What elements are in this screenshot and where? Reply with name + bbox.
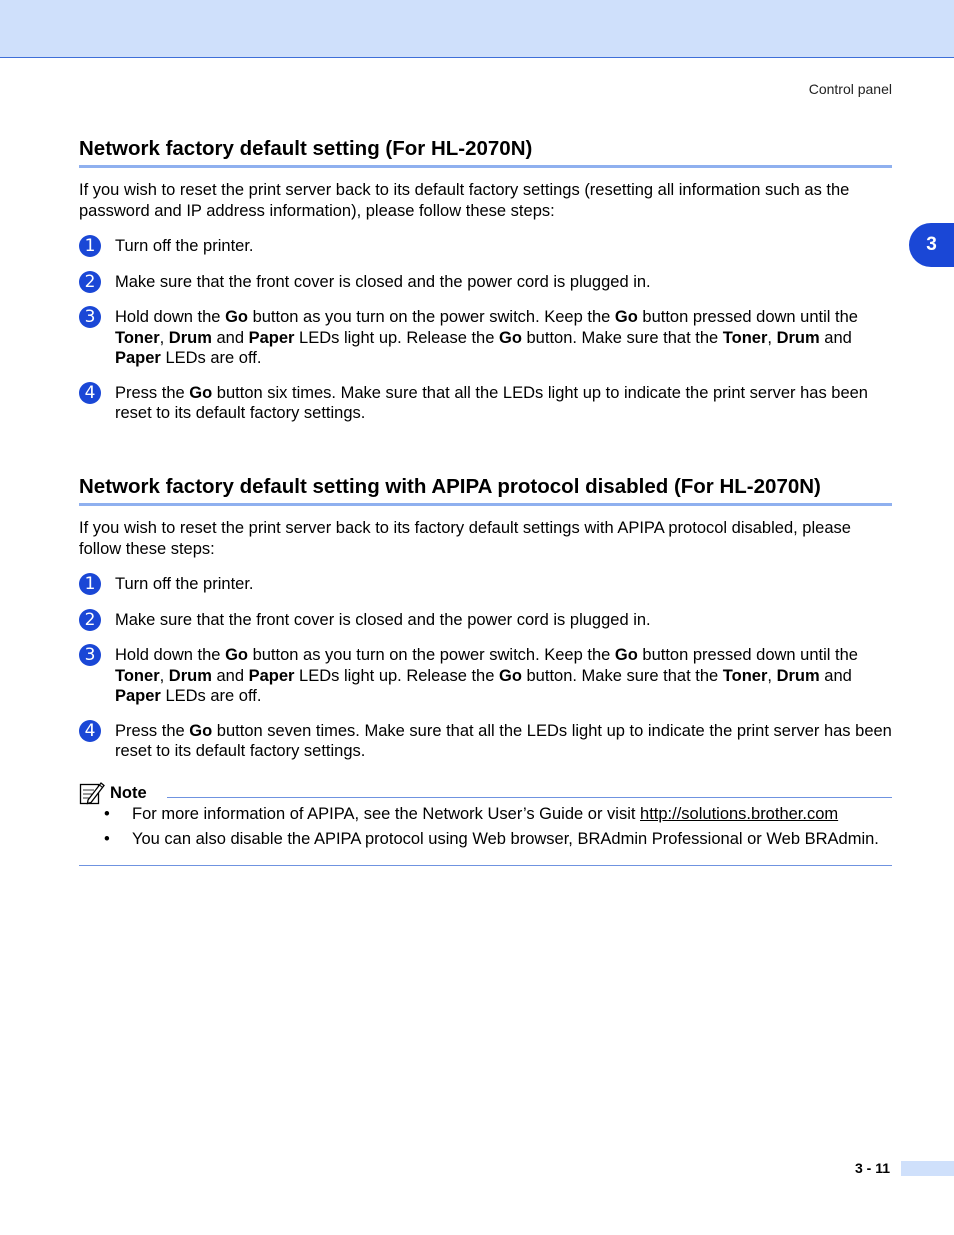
section-factory-default [79, 136, 892, 424]
page-number: 3 - 11 [855, 1160, 891, 1176]
text-run: Press the [115, 383, 190, 402]
step-number-icon: 4 [79, 382, 101, 404]
step-number-icon: 2 [79, 271, 101, 293]
note-list [79, 804, 892, 849]
text-run: Make sure that the front cover is closed and the power cord is plugged in. [115, 610, 651, 629]
text-run: button. Make sure that the [521, 666, 723, 685]
text-run: Turn off the printer. [115, 237, 254, 255]
text-run: and [211, 328, 249, 347]
text-run: , [767, 328, 777, 347]
text-run: button pressed down until the [637, 646, 858, 664]
bold-term: Go [614, 646, 638, 664]
step-text [115, 237, 254, 255]
step-number-icon: 1 [79, 235, 101, 257]
running-head: Control panel [808, 81, 892, 97]
text-run: Turn off the printer. [115, 575, 254, 593]
note-header [79, 780, 892, 800]
bold-term: Go [189, 383, 213, 402]
section-intro: If you wish to reset the print server back to its factory default settings with APIPA protocol disabled, please follow these steps: [79, 519, 851, 558]
bold-term: Drum [776, 328, 820, 347]
bold-term: Drum [776, 666, 820, 685]
step-number-icon: 2 [79, 609, 101, 631]
note-box [79, 780, 892, 866]
step-text [115, 384, 868, 423]
text-run: Hold down the [115, 308, 226, 326]
section-apipa-disabled [79, 474, 892, 762]
step-number-icon: 4 [79, 720, 101, 742]
bold-term: Toner [115, 666, 160, 685]
bold-term: Go [614, 308, 638, 326]
text-run: LEDs are off. [160, 349, 262, 367]
bold-term: Toner [115, 328, 160, 347]
text-run: and [819, 666, 852, 685]
footer-band [901, 1161, 954, 1176]
solutions-link[interactable]: http://solutions.brother.com [640, 805, 839, 823]
step-item [79, 610, 892, 631]
section-title: Network factory default setting (For HL-2070N) [79, 136, 892, 168]
step-text [115, 722, 892, 761]
note-item [79, 804, 892, 825]
bold-term: Drum [168, 666, 212, 685]
bold-term: Toner [722, 666, 768, 685]
bold-term: Toner [722, 328, 768, 347]
step-number-icon: 3 [79, 306, 101, 328]
text-run: LEDs light up. Release the [294, 328, 499, 347]
step-number-icon: 1 [79, 573, 101, 595]
text-run: Make sure that the front cover is closed and the power cord is plugged in. [115, 272, 651, 291]
step-item [79, 236, 892, 257]
text-run: button seven times. Make sure that all the LEDs light up to indicate the print server has been reset to its default factory settings. [115, 721, 892, 760]
text-run: Hold down the [115, 646, 226, 664]
steps-list [79, 236, 892, 424]
note-item [79, 829, 892, 850]
note-pencil-icon [79, 780, 105, 806]
text-run: LEDs are off. [160, 687, 262, 705]
text-run: button six times. Make sure that all the LEDs light up to indicate the print server has been reset to its default factory settings. [115, 383, 868, 422]
bold-term: Go [499, 328, 522, 347]
text-run: button pressed down until the [637, 308, 858, 326]
section-intro: If you wish to reset the print server back to its default factory settings (resetting all information such as the password and IP address information), please follow these steps: [79, 181, 850, 220]
text-run: and [819, 328, 852, 347]
step-item [79, 721, 892, 762]
text-run: You can also disable the APIPA protocol using Web browser, BRAdmin Professional or Web BRAdmin. [132, 829, 879, 848]
text-run: button. Make sure that the [521, 328, 723, 347]
chapter-tab[interactable]: 3 [909, 223, 954, 267]
step-item [79, 574, 892, 595]
text-run: , [159, 328, 169, 347]
note-label: Note [110, 784, 147, 802]
bold-term: Paper [115, 349, 161, 367]
steps-list [79, 574, 892, 762]
bold-term: Go [499, 666, 522, 685]
bold-term: Go [225, 646, 248, 664]
step-text [115, 611, 651, 629]
step-item [79, 272, 892, 293]
bold-term: Paper [248, 328, 295, 347]
text-run: button as you turn on the power switch. Keep the [248, 308, 615, 326]
step-item [79, 645, 892, 707]
text-run: button as you turn on the power switch. Keep the [248, 646, 615, 664]
text-run: , [159, 666, 169, 685]
bold-term: Paper [115, 687, 161, 705]
section-title: Network factory default setting with APIPA protocol disabled (For HL-2070N) [79, 474, 892, 506]
bold-term: Paper [248, 666, 295, 685]
text-run: Press the [115, 721, 190, 740]
step-text [115, 273, 651, 291]
note-text [132, 830, 879, 848]
bullet: • [104, 829, 110, 848]
note-text [132, 805, 838, 823]
step-number-icon: 3 [79, 644, 101, 666]
header-band [0, 0, 954, 58]
step-text [115, 646, 858, 705]
bold-term: Go [189, 721, 213, 740]
step-item [79, 383, 892, 424]
text-run: For more information of APIPA, see the Network User’s Guide or visit [132, 805, 641, 823]
step-item [79, 307, 892, 369]
bold-term: Drum [168, 328, 212, 347]
step-text [115, 308, 858, 367]
text-run: LEDs light up. Release the [294, 666, 499, 685]
step-text [115, 575, 254, 593]
bullet: • [104, 805, 110, 823]
note-divider [167, 797, 892, 798]
bold-term: Go [225, 308, 248, 326]
text-run: , [767, 666, 777, 685]
text-run: and [211, 666, 249, 685]
